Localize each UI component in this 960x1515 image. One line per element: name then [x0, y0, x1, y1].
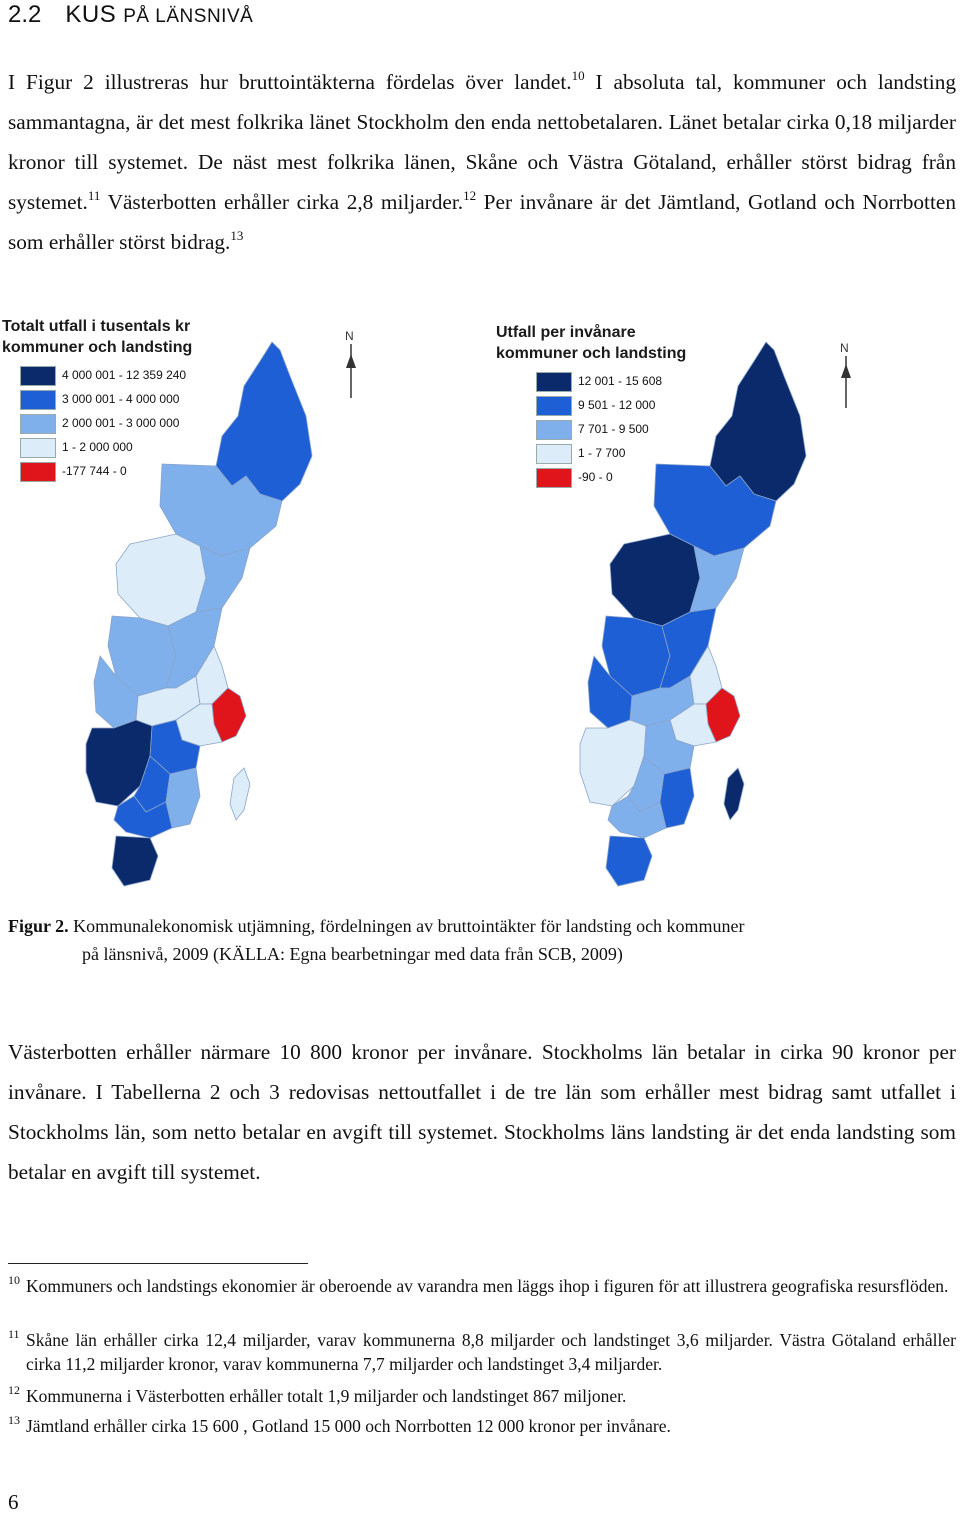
legend-label: 4 000 001 - 12 359 240: [62, 368, 187, 382]
legend-swatch: [536, 372, 572, 392]
footnote-ref-10[interactable]: 10: [571, 68, 585, 83]
map-total-outcome: [0, 316, 470, 891]
footnote-number: 11: [8, 1327, 20, 1341]
legend-label: 2 000 001 - 3 000 000: [62, 416, 180, 430]
footnote-ref-12[interactable]: 12: [463, 188, 477, 203]
footnote-divider: [8, 1263, 308, 1264]
intro-text-4: Per invånare är det Jämtland, Gotland och Norrbotten som erhåller störst bidrag.: [8, 190, 956, 254]
legend-label: 3 000 001 - 4 000 000: [62, 392, 180, 406]
region-gotland: [724, 768, 744, 820]
section-title-small: PÅ LÄNSNIVÅ: [123, 6, 254, 27]
footnote-ref-13[interactable]: 13: [230, 228, 244, 243]
region-jamtland: [116, 534, 206, 626]
section-heading: [8, 0, 253, 29]
legend-title-per-capita: [496, 322, 686, 364]
legend-label: 12 001 - 15 608: [578, 374, 663, 388]
footnote-11: [8, 1328, 956, 1376]
footnote-text: Jämtland erhåller cirka 15 600 , Gotland 15 000 och Norrbotten 12 000 kronor per invånare.: [26, 1416, 671, 1436]
legend-title-line2: kommuner och landsting: [496, 345, 687, 362]
footnote-number: 13: [8, 1413, 20, 1427]
intro-text-1: I Figur 2 illustreras hur bruttointäkterna fördelas över landet.: [8, 70, 572, 94]
legend-swatch: [20, 390, 56, 410]
legend-label: 1 - 7 700: [578, 446, 626, 460]
region-kalmar: [660, 768, 694, 828]
intro-text-3: Västerbotten erhåller cirka 2,8 miljarder.: [100, 190, 464, 214]
footnote-text: Kommuners och landstings ekonomier är oberoende av varandra men läggs ihop i figuren för att illustrera geografiska resursflöden.: [26, 1276, 949, 1296]
caption-line-2: på länsnivå, 2009 (KÄLLA: Egna bearbetningar med data från SCB, 2009): [82, 944, 623, 964]
legend-swatch: [536, 396, 572, 416]
north-arrow-icon: [841, 356, 851, 408]
section-title-caps: KUS: [65, 1, 117, 28]
footnote-ref-11[interactable]: 11: [87, 188, 101, 203]
legend-swatch: [536, 420, 572, 440]
caption-line-1: Kommunalekonomisk utjämning, fördelningen av bruttointäkter för landsting och kommuner: [68, 916, 745, 936]
region-skane: [606, 836, 652, 886]
intro-paragraph: [8, 62, 956, 262]
legend-title-line2: kommuner och landsting: [2, 339, 193, 356]
legend-label: 1 - 2 000 000: [62, 440, 133, 454]
region-norrbotten: [710, 342, 806, 501]
legend-swatch: [536, 468, 572, 488]
intro-text-2: I absoluta tal, kommuner och landsting sammantagna, är det mest folkrika länet Stockholm den enda nettobetalaren. Länet betalar cirka 0,18 miljarder kronor till systemet. De näst mest folkrika länen, Skåne och Västra Götaland, erhåller störst bidrag från systemet.: [8, 70, 956, 214]
legend-swatch: [20, 366, 56, 386]
legend-swatch: [536, 444, 572, 464]
footnote-10: [8, 1274, 956, 1298]
north-label: N: [840, 341, 849, 355]
figure-caption: [8, 912, 908, 968]
section-number: 2.2: [8, 1, 42, 28]
legend-swatch: [20, 462, 56, 482]
footnote-number: 10: [8, 1273, 20, 1287]
north-arrow-icon: [346, 344, 356, 398]
footnote-12: [8, 1384, 956, 1408]
legend-label: -177 744 - 0: [62, 464, 127, 478]
legend-label: -90 - 0: [578, 470, 613, 484]
region-norrbotten: [216, 342, 312, 501]
legend-label: 9 501 - 12 000: [578, 398, 656, 412]
body-paragraph: Västerbotten erhåller närmare 10 800 kronor per invånare. Stockholms län betalar in cirka 90 kronor per invånare. I Tabellerna 2 och 3 redovisas nettoutfallet i de tre län som erhåller mest bidrag samt utfallet i Stockholms län, som netto betalar en avgift till systemet. Stockholms läns landsting är det enda landsting som betalar en avgift till systemet.: [8, 1040, 956, 1184]
footnote-13: [8, 1414, 956, 1438]
legend-swatch: [20, 414, 56, 434]
north-label: N: [345, 329, 354, 343]
footnote-text: Kommunerna i Västerbotten erhåller totalt 1,9 miljarder och landstinget 867 miljoner.: [26, 1386, 627, 1406]
legend-swatch: [20, 438, 56, 458]
map-per-capita: [494, 316, 960, 891]
footnote-number: 12: [8, 1383, 20, 1397]
page-number: 6: [8, 1490, 19, 1514]
region-kalmar: [166, 768, 200, 828]
region-skane: [112, 836, 158, 886]
region-jamtland: [610, 534, 700, 626]
region-gotland: [230, 768, 250, 820]
legend-label: 7 701 - 9 500: [578, 422, 649, 436]
footnote-text: Skåne län erhåller cirka 12,4 miljarder, varav kommunerna 8,8 miljarder och landstinget 3,6 miljarder. Västra Götaland erhåller cirka 11,2 miljarder kronor, varav kommunerna 7,7 miljarder och landstinget 3,4 miljarder.: [26, 1330, 956, 1374]
figure-label: Figur 2.: [8, 916, 69, 936]
legend-title-line1: Utfall per invånare: [496, 324, 636, 341]
legend-title-total: [2, 316, 192, 358]
legend-title-line1: Totalt utfall i tusentals kr: [2, 318, 191, 335]
